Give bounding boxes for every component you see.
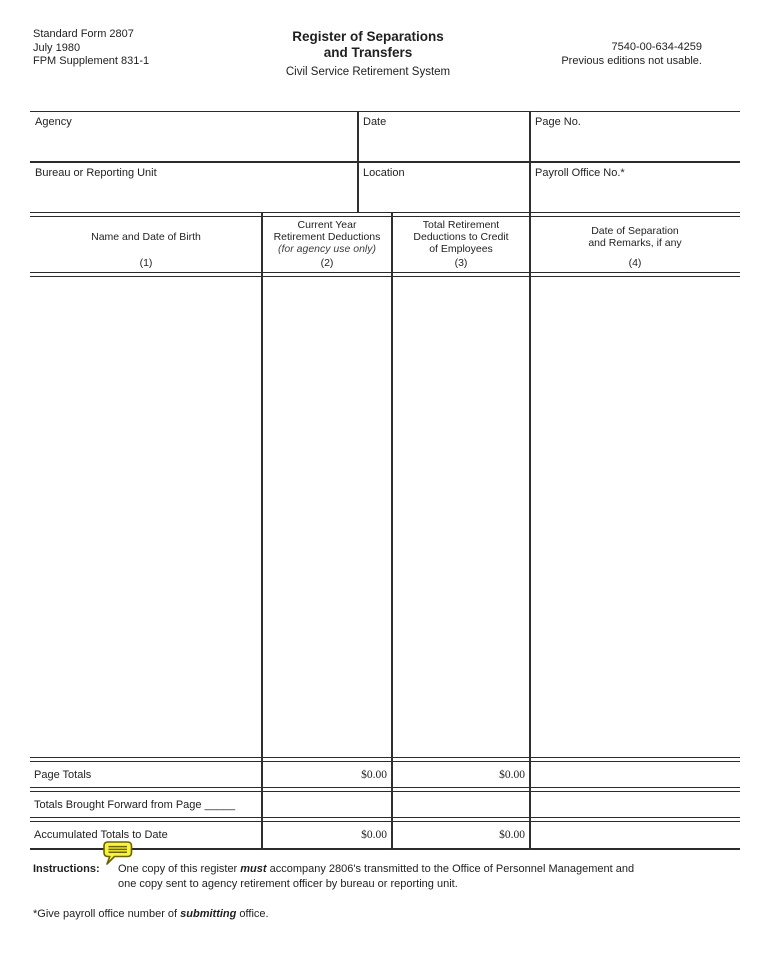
form-title-line1: Register of Separations bbox=[292, 29, 444, 44]
totals-brought-forward-label: Totals Brought Forward from Page _____ bbox=[34, 798, 236, 811]
page-no-field[interactable] bbox=[530, 112, 740, 163]
column-header-current-year-deductions bbox=[262, 217, 392, 272]
col2-title-line1: Current Year bbox=[297, 219, 357, 231]
form-date: July 1980 bbox=[33, 41, 81, 54]
form-info-grid bbox=[30, 111, 740, 211]
table-header-row bbox=[30, 217, 740, 272]
col2-note: (for agency use only) bbox=[277, 243, 377, 255]
column-header-total-deductions bbox=[392, 217, 530, 272]
footnote-post: office. bbox=[236, 908, 269, 920]
accumulated-totals-label: Accumulated Totals to Date bbox=[34, 829, 168, 841]
separation-remarks-column-field[interactable] bbox=[530, 277, 740, 757]
col3-title-line1: Total Retirement bbox=[422, 219, 500, 231]
payroll-office-label: Payroll Office No.* bbox=[535, 167, 625, 179]
instructions-label: Instructions: bbox=[33, 863, 100, 875]
accumulated-totals-row bbox=[30, 822, 740, 848]
payroll-office-footnote bbox=[33, 908, 269, 920]
instructions-block bbox=[33, 862, 723, 892]
comment-annotation-icon[interactable] bbox=[103, 841, 133, 866]
page-totals-row bbox=[30, 762, 740, 787]
stock-number: 7540-00-634-4259 bbox=[611, 41, 702, 53]
form-title-line2: and Transfers bbox=[323, 45, 413, 60]
col4-title-line1: Date of Separation bbox=[591, 225, 679, 237]
form-subtitle: Civil Service Retirement System bbox=[285, 66, 451, 78]
total-deductions-column-field[interactable] bbox=[392, 277, 530, 757]
form-number-block bbox=[33, 28, 149, 69]
instructions-line1 bbox=[118, 862, 634, 877]
col3-title-line3: of Employees bbox=[429, 243, 493, 255]
name-dob-column-field[interactable] bbox=[30, 277, 262, 757]
location-label: Location bbox=[363, 167, 405, 179]
agency-label: Agency bbox=[35, 116, 72, 128]
col1-number: (1) bbox=[139, 257, 153, 269]
accumulated-totals-current-year-value[interactable]: $0.00 bbox=[361, 829, 387, 841]
footnote-pre: *Give payroll office number of bbox=[33, 908, 181, 920]
agency-field[interactable] bbox=[30, 112, 358, 163]
form-supplement: FPM Supplement 831-1 bbox=[33, 55, 150, 67]
current-year-deductions-column-field[interactable] bbox=[262, 277, 392, 757]
instructions-line1-post: accompany 2806's transmitted to the Office of Personnel Management and bbox=[266, 863, 635, 875]
info-date-divider bbox=[357, 111, 359, 212]
col2-number: (2) bbox=[320, 257, 334, 269]
editions-note: Previous editions not usable. bbox=[561, 54, 702, 67]
col2-col3-divider bbox=[391, 212, 393, 850]
col3-number: (3) bbox=[454, 257, 468, 269]
page-totals-total-deductions-value[interactable]: $0.00 bbox=[499, 768, 525, 781]
page-totals-current-year-value[interactable]: $0.00 bbox=[361, 768, 387, 781]
column-header-separation-remarks bbox=[530, 217, 740, 272]
stock-number-block bbox=[561, 41, 702, 68]
table-bottom-rule bbox=[30, 848, 740, 850]
bureau-field[interactable] bbox=[30, 163, 358, 211]
col3-title-line2: Deductions to Credit bbox=[413, 231, 509, 243]
col1-title: Name and Date of Birth bbox=[91, 231, 201, 243]
date-field[interactable] bbox=[358, 112, 530, 163]
instructions-line1-pre: One copy of this register bbox=[118, 863, 241, 875]
instructions-text bbox=[118, 862, 634, 892]
comment-bubble-shape bbox=[104, 842, 132, 864]
col4-number: (4) bbox=[628, 257, 642, 269]
col2-title-line2: Retirement Deductions bbox=[273, 231, 381, 243]
location-field[interactable] bbox=[358, 163, 530, 211]
form-number: Standard Form 2807 bbox=[33, 28, 134, 40]
page-totals-label: Page Totals bbox=[34, 768, 92, 781]
col1-col2-divider bbox=[261, 212, 263, 850]
instructions-line1-emph: must bbox=[240, 863, 267, 875]
bureau-label: Bureau or Reporting Unit bbox=[35, 167, 157, 179]
table-body bbox=[30, 277, 740, 757]
totals-brought-forward-row bbox=[30, 792, 740, 817]
payroll-office-field[interactable] bbox=[530, 163, 740, 211]
col3-col4-divider bbox=[529, 111, 531, 850]
accumulated-totals-total-deductions-value[interactable]: $0.00 bbox=[499, 829, 525, 841]
col4-title-line2: and Remarks, if any bbox=[588, 237, 682, 249]
form-title-block bbox=[234, 29, 502, 78]
instructions-line2: one copy sent to agency retirement officer by bureau or reporting unit. bbox=[118, 878, 458, 890]
column-header-name-dob bbox=[30, 217, 262, 272]
footnote-emph: submitting bbox=[180, 908, 237, 920]
date-label: Date bbox=[363, 116, 387, 128]
page-no-label: Page No. bbox=[535, 116, 581, 128]
